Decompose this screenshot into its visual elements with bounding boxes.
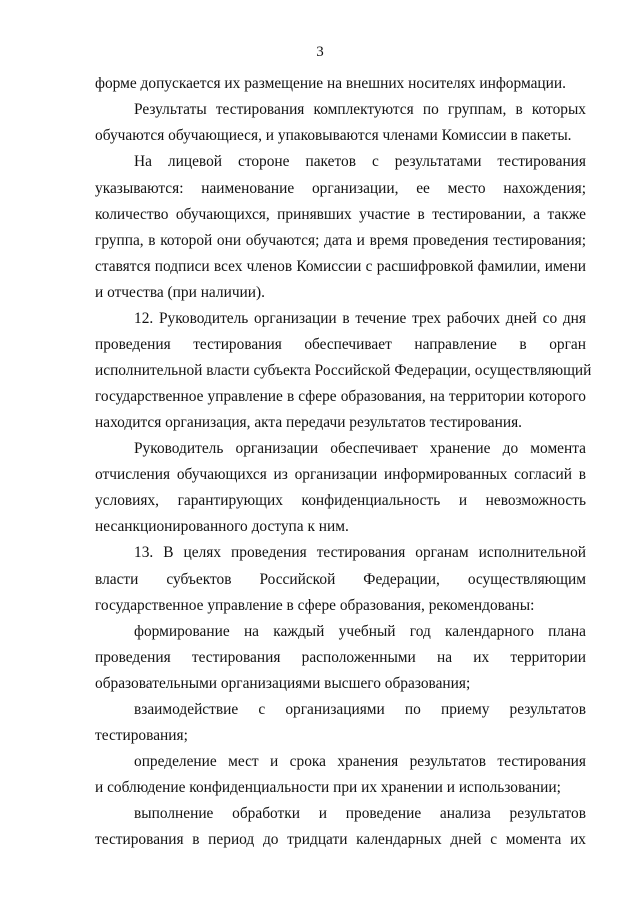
text-line: Результаты тестирования комплектуются по группам, в которых xyxy=(134,101,586,118)
text-line: Руководитель организации обеспечивает хранение до момента xyxy=(134,440,586,457)
text-line: исполнительной власти субъекта Российской Федерации, осуществляющий xyxy=(95,362,592,379)
text-line: количество обучающихся, принявших участие в тестировании, а также xyxy=(95,206,586,223)
text-line: отчисления обучающихся из организации информированных согласий в xyxy=(95,466,586,483)
text-line: определение мест и срока хранения результатов тестирования xyxy=(134,753,586,770)
text-line: государственное управление в сфере образования, рекомендованы: xyxy=(95,597,535,614)
text-line: На лицевой стороне пакетов с результатами тестирования xyxy=(134,153,586,170)
text-line: 13. В целях проведения тестирования органам исполнительной xyxy=(134,544,586,561)
text-line: власти субъектов Российской Федерации, осуществляющим xyxy=(95,571,586,588)
text-line: проведения тестирования расположенными на их территории xyxy=(95,649,586,666)
text-line: тестирования; xyxy=(95,727,188,744)
text-line: условиях, гарантирующих конфиденциальность и невозможность xyxy=(95,492,586,509)
text-line: государственное управление в сфере образования, на территории которого xyxy=(95,388,586,405)
text-line: формирование на каждый учебный год календарного плана xyxy=(134,623,586,640)
text-line: обучаются обучающиеся, и упаковываются членами Комиссии в пакеты. xyxy=(95,127,572,144)
text-line: и соблюдение конфиденциальности при их хранении и использовании; xyxy=(95,779,561,796)
text-line: 12. Руководитель организации в течение трех рабочих дней со дня xyxy=(134,310,586,327)
text-line: тестирования в период до тридцати календарных дней с момента их xyxy=(95,831,586,848)
text-line: форме допускается их размещение на внешних носителях информации. xyxy=(95,75,566,92)
text-line: находится организация, акта передачи результатов тестирования. xyxy=(95,414,522,431)
text-line: и отчества (при наличии). xyxy=(95,284,266,301)
text-line: образовательными организациями высшего образования; xyxy=(95,675,471,692)
text-line: указываются: наименование организации, ее место нахождения; xyxy=(95,180,586,197)
text-line: проведения тестирования обеспечивает направление в орган xyxy=(95,336,586,353)
text-line: выполнение обработки и проведение анализа результатов xyxy=(134,805,586,822)
text-line: ставятся подписи всех членов Комиссии с расшифровкой фамилии, имени xyxy=(95,258,586,275)
text-line: несанкционированного доступа к ним. xyxy=(95,518,349,535)
text-line: взаимодействие с организациями по приему результатов xyxy=(134,701,586,718)
text-line: группа, в которой они обучаются; дата и время проведения тестирования; xyxy=(95,232,586,249)
page-number: 3 xyxy=(316,44,324,60)
